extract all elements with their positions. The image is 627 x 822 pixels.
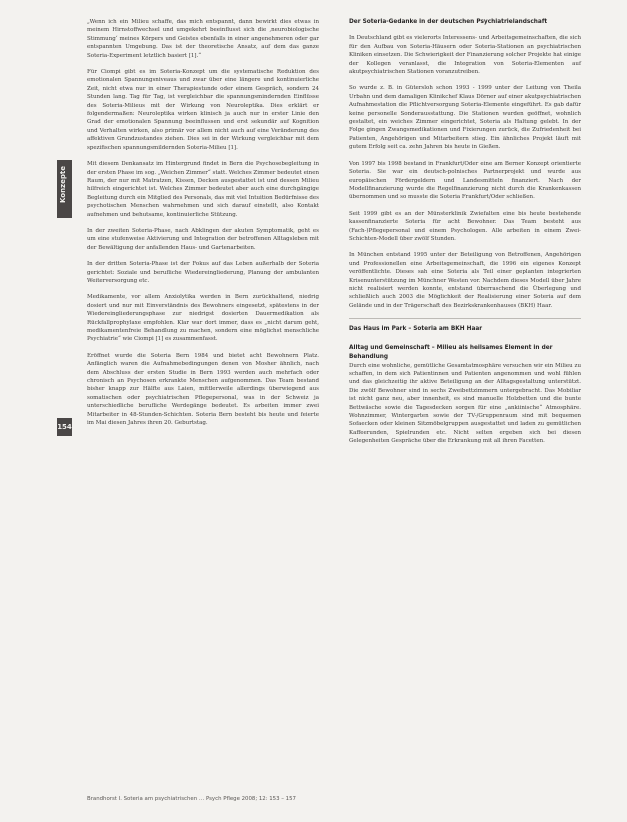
page-number: 154 — [57, 418, 72, 436]
subsection-heading: Alltag und Gemeinschaft – Milieu als heilsames Element in der Behandlung — [349, 344, 553, 360]
paragraph: Mit diesem Denkansatz im Hintergrund findet in Bern die Psychosebegleitung in der ersten Phase im sog. „Weichen Zimmer“ statt. Welches Zimmer bedeutet einen Raum, der nur mit Matratzen, Kissen, Decken ausgestattet ist und dessen Milieu hilfreich eingerichtet ist. Welches Zimmer bedeutet aber auch eine durchgängige Begleitung durch ein Mitglied des Personals, das mit viel Intuition Bedürfnisse des psychotischen Menschen wahrnehmen und sich darauf einstellt, also Kontakt aufnehmen und behutsame, kontinuierliche Stützung. — [87, 161, 319, 218]
left-column — [87, 18, 319, 435]
paragraph: So wurde z. B. in Gütersloh schon 1993 - 1999 unter der Leitung von Theila Urbahn und dem damaligen Klinikchef Klaus Dörner auf einer akutpsychiatrischen Aufnahmestation die Pflichtversorgung Soteria-Elemente eingeführt. Es gab dafür keine personelle Sonderausstattung. Die Stationen wurden geöffnet, wohnlich gestaltet, ein weiches Zimmer eingerichtet, Soteria als Haltung gelebt. In der Folge gingen Zwangsmedikationen und Fixierungen zurück, die Zufriedenheit bei Patienten, Angehörigen und Mitarbeitern stieg. Ein ähnliches Projekt läuft mit gutem Erfolg seit ca. zehn Jahren bis heute in Gießen. — [349, 85, 581, 151]
paragraph: Für Ciompi gibt es im Soteria-Konzept um die systematische Reduktion des emotionalen Spannungsniveaus und zwar über eine längere und kontinuierliche Zeit, nicht etwa nur in einer Therapiestunde oder einem Gespräch, sondern 24 Stunden lang. Tag für Tag, ist vergleichbar die spannungsmindernden Einflüsse des Soteria-Milieus mit der Wirkung von Neuroleptika. Dies erklärt er folgendermaßen: Neuroleptika wirken klinisch ja auch nur in erster Linie den Grad der emotionalen Spannung beeinflussen und erst sekundär auf Kognition und Verhalten wirken, also primär vor allem nicht auch auf eine Veränderung des affektiven Grundzustandes ziehen. Dies sei in der Wirkung vergleichbar mit dem spezifischen spannungsmildernden Soteria-Milieu [1]. — [87, 69, 319, 151]
paragraph: Durch eine wohnliche, gemütliche Gesamtatmosphäre versuchen wir ein Milieu zu schaffen, in dem sich Patientinnen und Patienten angenommen und wohl fühlen und das gleichzeitig ihr aktive Beteiligung an der Alltagsgestaltung unterstützt. Die zwölf Bewohner sind in sechs Zweibettzimmern untergebracht. Das Mobiliar ist nicht ganz neu, aber innenheit, es sind manuelle Holzbetten und die bunte Bettwäsche sowie die Tagesdecken sorgen für eine „ankiinische“ Atmosphäre. Wohnzimmer, Wintergarten sowie der TV-/Gruppenraum sind mit bequemen Sofaecken oder kleinen Sitzmöbelgruppen ausgestattet und laden zu gemütlichen Kaffeerunden, Spielrunden etc. Nicht selten ergeben sich bei diesen Gelegenheiten Gespräche über die Erkrankung mit all ihren Facetten. — [349, 362, 581, 445]
paragraph: Von 1997 bis 1998 bestand in Frankfurt/Oder eine am Berner Konzept orientierte Soteria. Sie war ein deutsch-polnisches Partnerprojekt und wurde aus europäischen Fördergeldern und Landesmitteln finanziert. Nach der Modellfinanzierung wurde die Regelfinanzierung nicht durch die Krankenkassen übernommen und so musste die Soteria Frankfurt/Oder schließen. — [349, 160, 581, 201]
paragraph: „Wenn ich ein Milieu schaffe, das mich entspannt, dann bewirkt dies etwas in meinem Hirnstoffwechsel und umgekehrt beeinflusst sich die ‚neurobiologische Stimmung‘ meines Körpers und Geistes ebenfalls in einer angenehmeren oder gar entspannten Umgebung. Das ist der theoretische Ansatz, auf dem das ganze Soteria-Experiment letztlich basiert [1].“ — [87, 19, 319, 59]
section-tab — [57, 160, 72, 218]
section-label: Konzepte — [59, 166, 67, 204]
paragraph: In der dritten Soteria-Phase ist der Fokus auf das Leben außerhalb der Soteria gerichtet: Soziale und berufliche Wiedereingliederung, Planung der ambulanten Weiterversorgung etc. — [87, 261, 319, 284]
section-heading: Der Soteria-Gedanke in der deutschen Psychiatrielandschaft — [349, 19, 548, 25]
paragraph: Eröffnet wurde die Soteria Bern 1984 und bietet acht Bewohnern Platz. Anfänglich waren die Aufnahmebedingungen denen von Mosher ähnlich, nach dem Abschluss der ersten Studie in Bern 1993 werden auch mehrfach oder chronisch an Psychosen erkrankte Menschen aufgenommen. Das Team bestand bisher knapp zur Hälfte aus Laien, mittlerweile allerdings überwiegend aus somatischen oder psychiatrischen Pflegepersonal, was in der Schweiz ja unterschiedliche berufliche Werdegänge bedeutet. Es arbeiten immer zwei Mitarbeiter in 48-Stunden-Schichten. Soteria Bern besteht bis heute und feierte im Mai diesen Jahres ihren 20. Geburtstag. — [87, 352, 319, 427]
paragraph: Seit 1999 gibt es an der Münsterklinik Zwiefalten eine bis heute bestehende kassenfinanzierte Soteria für acht Bewohner. Das Team besteht aus (Fach-)Pflegepersonal und einem Psychologen. Alle arbeiten in einem Zwei-Schichten-Modell über zwölf Stunden. — [349, 210, 581, 242]
paragraph: Medikamente, vor allem Anxiolytika werden in Bern zurückhaltend, niedrig dosiert und nur mit Einverständnis des Bewohners eingesetzt, spätestens in der Wiedereingliederungsphase zur niedrigst dosierten Dauermedikation als Rückfallprophylaxe empfohlen. Klar war dort immer, dass es „nicht darum geht, medikamentenfreie Behandlung zu machen, sondern eine möglichst menschliche Psychiatrie“ wie Ciompi [1] es zusammenfasst. — [87, 294, 319, 343]
paragraph: In der zweiten Soteria-Phase, nach Abklingen der akuten Symptomatik, geht es um eine stufenweise Aktivierung und Integration der betroffenen Alltagsleben mit der Bewältigung der anfallenden Haus- und Gartenarbeiten. — [87, 227, 319, 251]
right-column — [349, 18, 581, 454]
section-subheading: Das Haus im Park – Soteria am BKH Haar — [349, 326, 483, 333]
page-footer-citation: Brandhorst I. Soteria am psychiatrischen … Psych Pflege 2008; 12: 153 – 157 — [87, 796, 296, 802]
paragraph: In Deutschland gibt es vielerorts Interessens- und Arbeitsgemeinschaften, die sich für den Aufbau von Soteria-Häusern oder Soteria-Stationen an psychiatrischen Kliniken einsetzen. Die Schwierigkeit der Finanzierung solcher Projekte hat einige der Kollegen veranlasst, die Integration von Soteria-Elementen auf akutpsychiatrischen Stationen voranzutreiben. — [349, 35, 581, 76]
paragraph: In München entstand 1995 unter der Beteiligung von Betroffenen, Angehörigen und Professionellen eine Arbeitsgemeinschaft, die 1996 ein eigenes Konzept veröffentlichte. Dieses sah eine Soteria als Teil einer geplanten integrierten Krisenunterstützung im Münchner Westen vor. Nachdem dieses Modell über Jahre nicht realisiert werden konnte, entstand überraschend die Überlegung und schließlich auch 2003 die Möglichkeit der Realisierung einer Soteria auf dem Gelände und in der Trägerschaft des Bezirkskrankenhauses (BKH) Haar. — [349, 252, 581, 309]
section-divider — [349, 318, 581, 319]
